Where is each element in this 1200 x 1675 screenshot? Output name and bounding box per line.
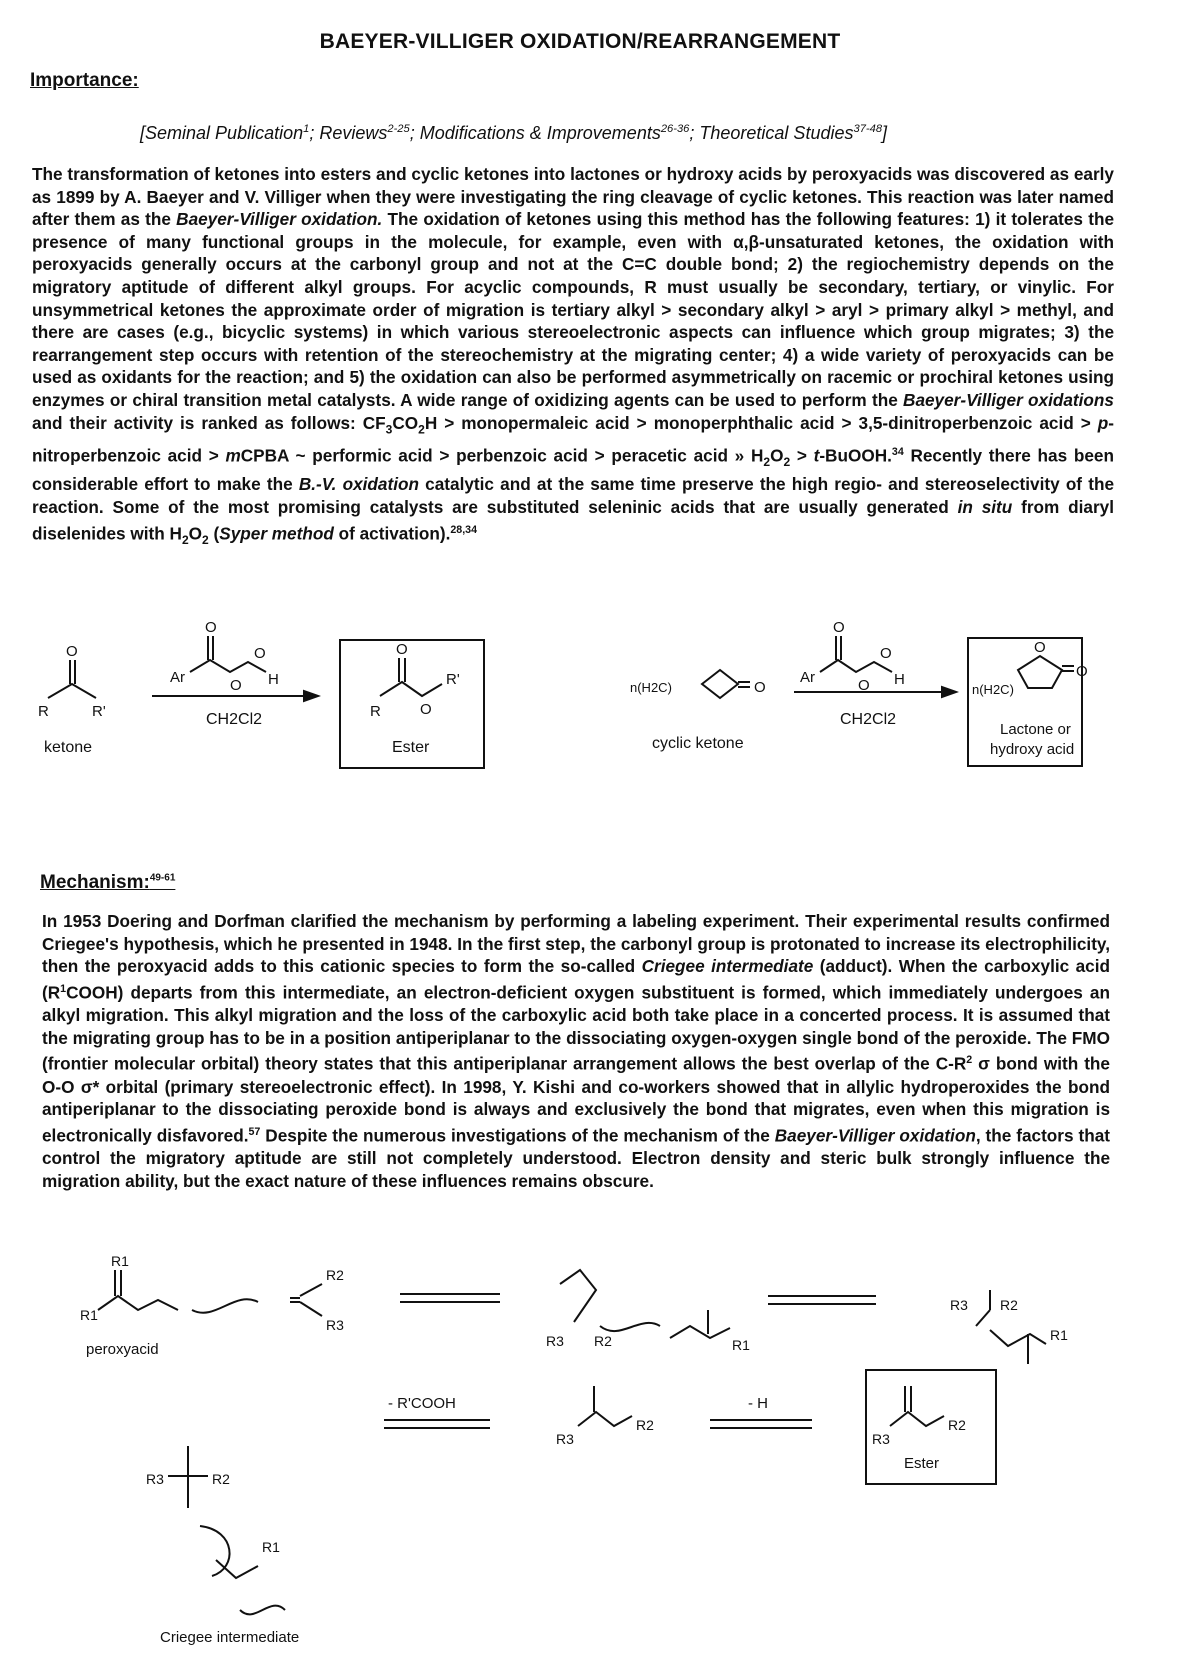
svg-text:Ar: Ar [170,669,185,686]
svg-text:O: O [880,645,892,662]
importance-paragraph: The transformation of ketones into esters and cyclic ketones into lactones or hydroxy acids by peroxyacids was discovered as early as 1899 by A. Baeyer and V. Villiger when they were investigating the ring cleavage of cyclic ketones. This reaction was later named after them as the Baeyer-Villiger oxidation. The oxidation of ketones using this method has the following features: 1) it tolerates the presence of many functional groups in the molecule, for example, even with α,β-unsaturated ketones, the oxidation with peroxyacids generally occurs at the carbonyl group and not at the C=C double bond; 2) the regiochemistry depends on the migratory aptitude of different alkyl groups. For acyclic compounds, R must usually be secondary, tertiary, or vinylic. For unsymmetrical ketones the approximate order of migration is tertiary alkyl > secondary alkyl > aryl > primary alkyl > methyl, and there are cases (e.g., bicyclic systems) in which various stereoelectronic aspects can influence which group migrates; 3) the rearrangement step occurs with retention of the stereochemistry at the migrating center; 4) a wide variety of peroxyacids can be used as oxidants for the reaction; and 5) the oxidation can also be performed asymmetrically on racemic or prochiral ketones using enzymes or chiral transition metal catalysts. A wide range of oxidizing agents can be used to perform the Baeyer-Villiger oxidations and their activity is ranked as follows: $CF_3CO_2H$ > monopermaleic acid > monoperphthalic acid > 3,5-dinitroperbenzoic acid > p-nitroperbenzoic acid > mCPBA ~ performic acid > perbenzoic acid > peracetic acid » $H_2O_2$ > t-BuOOH.$^{34}$ Recently there has been considerable effort to make the B.-V. oxidation catalytic and at the same time preserve the high regio- and stereoselectivity of the reaction. Some of the most promising catalysts are substituted seleninic acids that are usually generated in situ from diaryl diselenides with $H_2O_2$ (Syper method of activation).$^{28,34}$ [32,164,1115,547]
svg-text:n(H2C): n(H2C) [630,680,672,695]
cyclic-ketone-label: cyclic ketone [652,735,744,752]
importance-heading: Importance: [30,70,139,91]
svg-text:R3: R3 [872,1431,890,1447]
svg-text:O: O [754,679,766,696]
svg-text:R3: R3 [326,1317,344,1333]
ref-modifications: Modifications & Improvements [419,123,661,143]
svg-text:R2: R2 [594,1333,612,1349]
ref-reviews: Reviews [319,123,388,143]
svg-text:O: O [66,643,78,660]
svg-text:R': R' [92,703,106,720]
svg-text:R3: R3 [556,1431,574,1447]
lactone-label-1: Lactone or [1000,721,1071,738]
svg-text:O: O [833,619,845,636]
svg-text:R3: R3 [950,1297,968,1313]
svg-text:n(H2C): n(H2C) [972,682,1014,697]
svg-text:O: O [205,619,217,636]
references-line: [Seminal Publication$^1$; Reviews$^{2-25}$; Modifications & Improvements$^{26-36}$; Theoretical Studies$^{37-48}$] [140,123,888,143]
ref-theoretical: Theoretical Studies [699,123,854,143]
svg-text:R2: R2 [1000,1297,1018,1313]
svg-text:O: O [858,677,870,694]
mechanism-scheme [0,1230,1200,1670]
loss-proton: - H [748,1395,768,1412]
svg-text:R2: R2 [948,1417,966,1433]
svg-text:O: O [420,701,432,718]
svg-text:R3: R3 [146,1471,164,1487]
svg-text:R: R [38,703,49,720]
svg-text:R1: R1 [732,1337,750,1353]
loss-carboxylic-acid: - R'COOH [388,1395,456,1412]
lactone-label-2: hydroxy acid [990,741,1075,758]
peroxyacid-label: peroxyacid [86,1341,159,1358]
ester-label: Ester [392,739,430,756]
solvent-2: CH2Cl2 [840,711,897,728]
svg-text:R1: R1 [1050,1327,1068,1343]
svg-text:O: O [230,677,242,694]
svg-text:O: O [1034,639,1046,656]
svg-text:R2: R2 [212,1471,230,1487]
svg-text:R1: R1 [111,1253,129,1269]
page-title: BAEYER-VILLIGER OXIDATION/REARRANGEMENT [319,30,841,53]
ketone-label: ketone [44,739,93,756]
svg-text:R2: R2 [326,1267,344,1283]
svg-text:R1: R1 [262,1539,280,1555]
reaction-scheme-1 [0,600,1200,800]
svg-text:O: O [396,641,408,658]
ref-seminal: Seminal Publication [145,123,304,143]
svg-text:R3: R3 [546,1333,564,1349]
svg-text:R': R' [446,671,460,688]
svg-text:H: H [268,671,279,688]
mechanism-heading: Mechanism:$^{49-61}$ [40,872,176,893]
mechanism-paragraph: In 1953 Doering and Dorfman clarified the mechanism by performing a labeling experiment. Their experimental results confirmed Criegee's hypothesis, which he presented in 1948. In the first step, the carbonyl group is protonated to increase its electrophilicity, then the peroxyacid adds to this cationic species to form the so-called Criegee intermediate (adduct). When the carboxylic acid $(R^1COOH)$ departs from this intermediate, an electron-deficient oxygen substituent is formed, which immediately undergoes an alkyl migration. This alkyl migration and the loss of the carboxylic acid both take place in a concerted process. It is assumed that the migrating group has to be in a position antiperiplanar to the dissociating oxygen-oxygen single bond of the peroxide. The FMO (frontier molecular orbital) theory states that this antiperiplanar arrangement allows the best overlap of the $C-R^2$ σ bond with the O-O σ* orbital (primary stereoelectronic effect). In 1998, Y. Kishi and co-workers showed that in allylic hydroperoxides the bond antiperiplanar to the dissociating peroxide bond is always and exclusively the bond that migrates, even when this migration is electronically disfavored.$^{57}$ Despite the numerous investigations of the mechanism of the Baeyer-Villiger oxidation, the factors that control the migratory aptitude are still not completely understood. Electron density and steric bulk strongly influence the migration ability, but the exact nature of these influences remains obscure. [42,911,1110,1191]
svg-text:O: O [254,645,266,662]
svg-text:H: H [894,671,905,688]
final-ester-label: Ester [904,1455,940,1472]
svg-text:R: R [370,703,381,720]
svg-text:R1: R1 [80,1307,98,1323]
svg-text:Ar: Ar [800,669,815,686]
svg-text:O: O [1076,663,1088,680]
svg-text:R2: R2 [636,1417,654,1433]
ketone-skeleton [48,684,96,698]
criegee-intermediate-label: Criegee intermediate [160,1629,300,1646]
solvent-1: CH2Cl2 [206,711,263,728]
